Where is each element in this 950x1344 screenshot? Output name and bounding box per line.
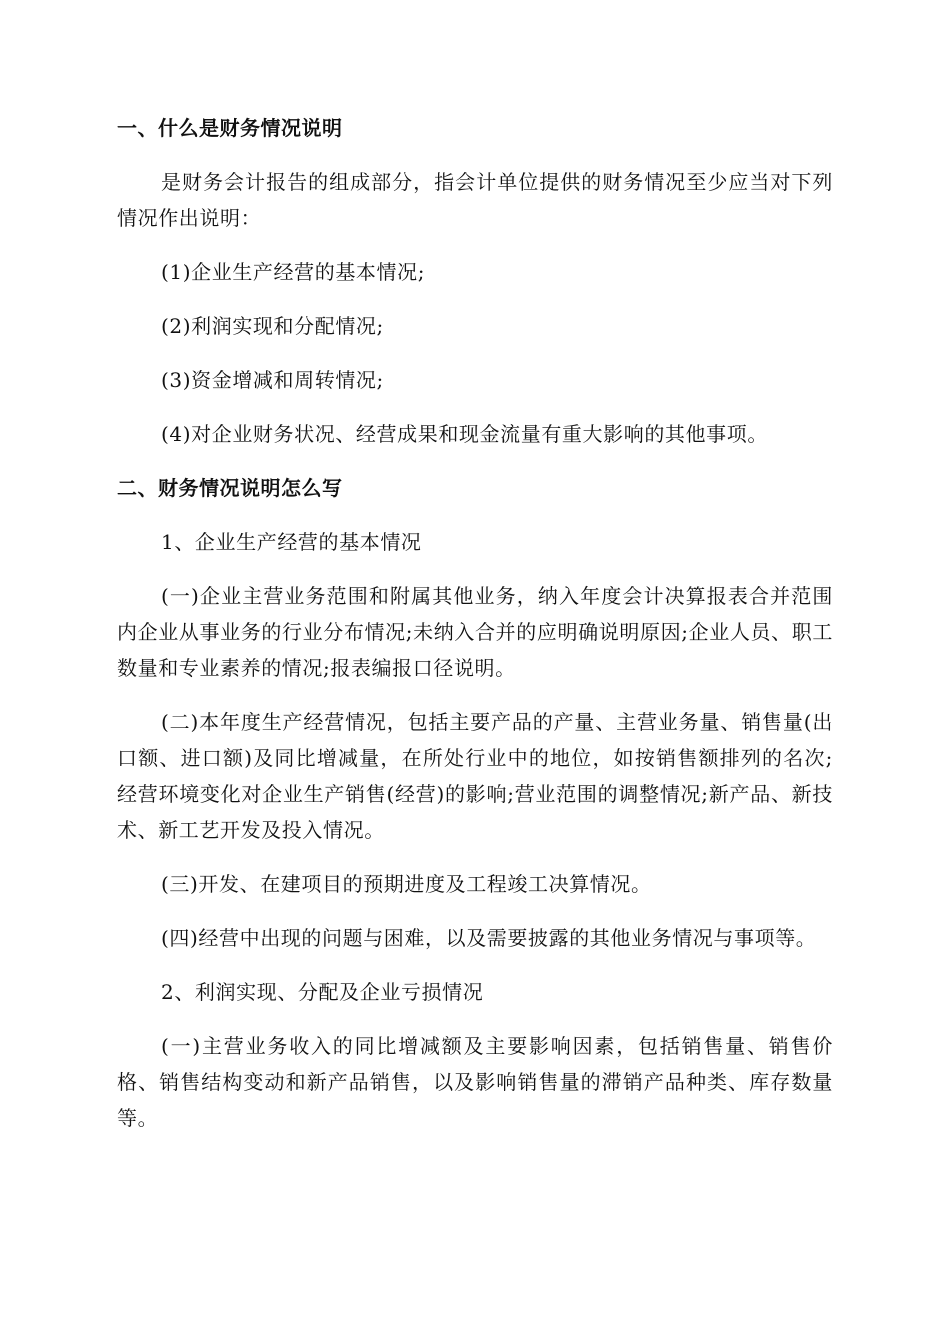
list-item: (4)对企业财务状况、经营成果和现金流量有重大影响的其他事项。 xyxy=(161,422,768,446)
subsection-title-profit-distribution: 2、利润实现、分配及企业亏损情况 xyxy=(161,980,484,1004)
list-item: (1)企业生产经营的基本情况; xyxy=(161,260,426,284)
section-heading-what-is: 一、什么是财务情况说明 xyxy=(117,116,343,140)
body-paragraph: (三)开发、在建项目的预期进度及工程竣工决算情况。 xyxy=(161,872,652,896)
body-paragraph: (二)本年度生产经营情况，包括主要产品的产量、主营业务量、销售量(出口额、进口额)及同比增减量，在所处行业中的地位，如按销售额排列的名次;经营环境变化对企业生产销售(经营)的影响;营业范围的调整情况;新产品、新技术、新工艺开发及投入情况。 xyxy=(117,710,833,842)
subsection-title-basic-operations: 1、企业生产经营的基本情况 xyxy=(161,530,422,554)
body-paragraph: (一)主营业务收入的同比增减额及主要影响因素，包括销售量、销售价格、销售结构变动和新产品销售，以及影响销售量的滞销产品种类、库存数量等。 xyxy=(117,1034,833,1130)
body-paragraph: (一)企业主营业务范围和附属其他业务，纳入年度会计决算报表合并范围内企业从事业务的行业分布情况;未纳入合并的应明确说明原因;企业人员、职工数量和专业素养的情况;报表编报口径说明。 xyxy=(117,584,833,680)
document-page xyxy=(117,110,833,1154)
section1-intro-paragraph: 是财务会计报告的组成部分，指会计单位提供的财务情况至少应当对下列情况作出说明： xyxy=(117,170,833,230)
list-item: (2)利润实现和分配情况; xyxy=(161,314,384,338)
body-paragraph: (四)经营中出现的问题与困难，以及需要披露的其他业务情况与事项等。 xyxy=(161,926,817,950)
list-item: (3)资金增减和周转情况; xyxy=(161,368,384,392)
section-heading-how-to-write: 二、财务情况说明怎么写 xyxy=(117,476,343,500)
